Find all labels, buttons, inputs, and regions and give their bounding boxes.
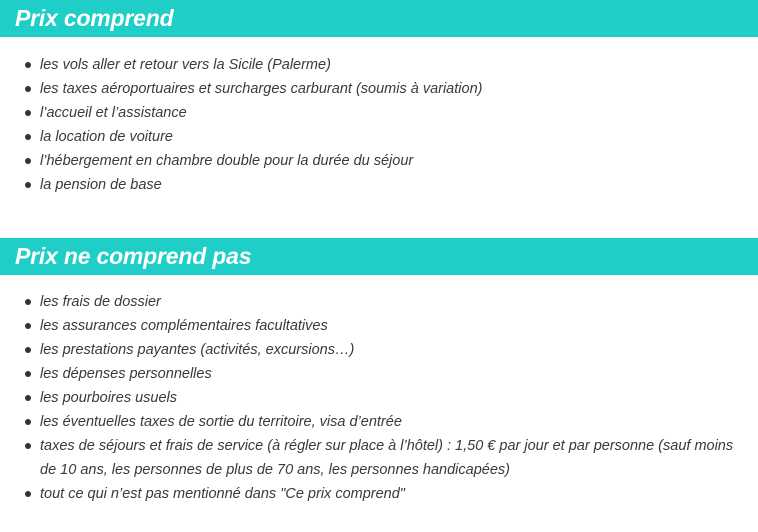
bullet-icon [25,299,31,305]
list-item [0,362,758,386]
bullet-icon [25,110,31,116]
price-excludes-title: Prix ne comprend pas [15,243,252,269]
list-item-text: les frais de dossier [40,294,161,310]
list-item-text: la pension de base [40,177,162,193]
bullet-icon [25,443,31,449]
bullet-icon [25,323,31,329]
list-item-text: les vols aller et retour vers la Sicile (Palerme) [40,57,331,73]
list-item-text: l’accueil et l’assistance [40,105,187,121]
list-item [0,101,758,125]
list-item [0,53,758,77]
list-item-text: les dépenses personnelles [40,366,212,382]
list-item-text: les taxes aéroportuaires et surcharges carburant (soumis à variation) [40,81,483,97]
list-item-text: la location de voiture [40,129,173,145]
list-item [0,410,758,434]
list-item-text: les assurances complémentaires facultatives [40,318,328,334]
price-excludes-list [0,290,758,506]
bullet-icon [25,158,31,164]
price-excludes-section [0,238,758,506]
bullet-icon [25,62,31,68]
list-item [0,125,758,149]
list-item [0,290,758,314]
list-item-text: l’hébergement en chambre double pour la durée du séjour [40,153,414,169]
bullet-icon [25,134,31,140]
price-includes-header [0,0,758,37]
bullet-icon [25,86,31,92]
list-item [0,314,758,338]
list-item-text: tout ce qui n’est pas mentionné dans "Ce prix comprend" [40,486,405,502]
bullet-icon [25,419,31,425]
price-includes-title: Prix comprend [15,5,174,31]
price-excludes-header [0,238,758,275]
list-item-text: les pourboires usuels [40,390,178,406]
bullet-icon [25,371,31,377]
list-item [0,173,758,197]
list-item-text: les prestations payantes (activités, excursions…) [40,342,355,358]
list-item [0,482,758,506]
list-item [0,386,758,410]
list-item [0,77,758,101]
list-item [0,434,758,482]
bullet-icon [25,395,31,401]
price-includes-section [0,0,758,197]
bullet-icon [25,347,31,353]
list-item-text: taxes de séjours et frais de service (à régler sur place à l’hôtel) : 1,50 € par jour et par personne (sauf moins de 10 ans, les personnes de plus de 70 ans, les personnes handicapées) [40,438,734,478]
list-item [0,338,758,362]
price-includes-list [0,53,758,197]
list-item [0,149,758,173]
bullet-icon [25,491,31,497]
bullet-icon [25,182,31,188]
list-item-text: les éventuelles taxes de sortie du territoire, visa d’entrée [40,414,402,430]
